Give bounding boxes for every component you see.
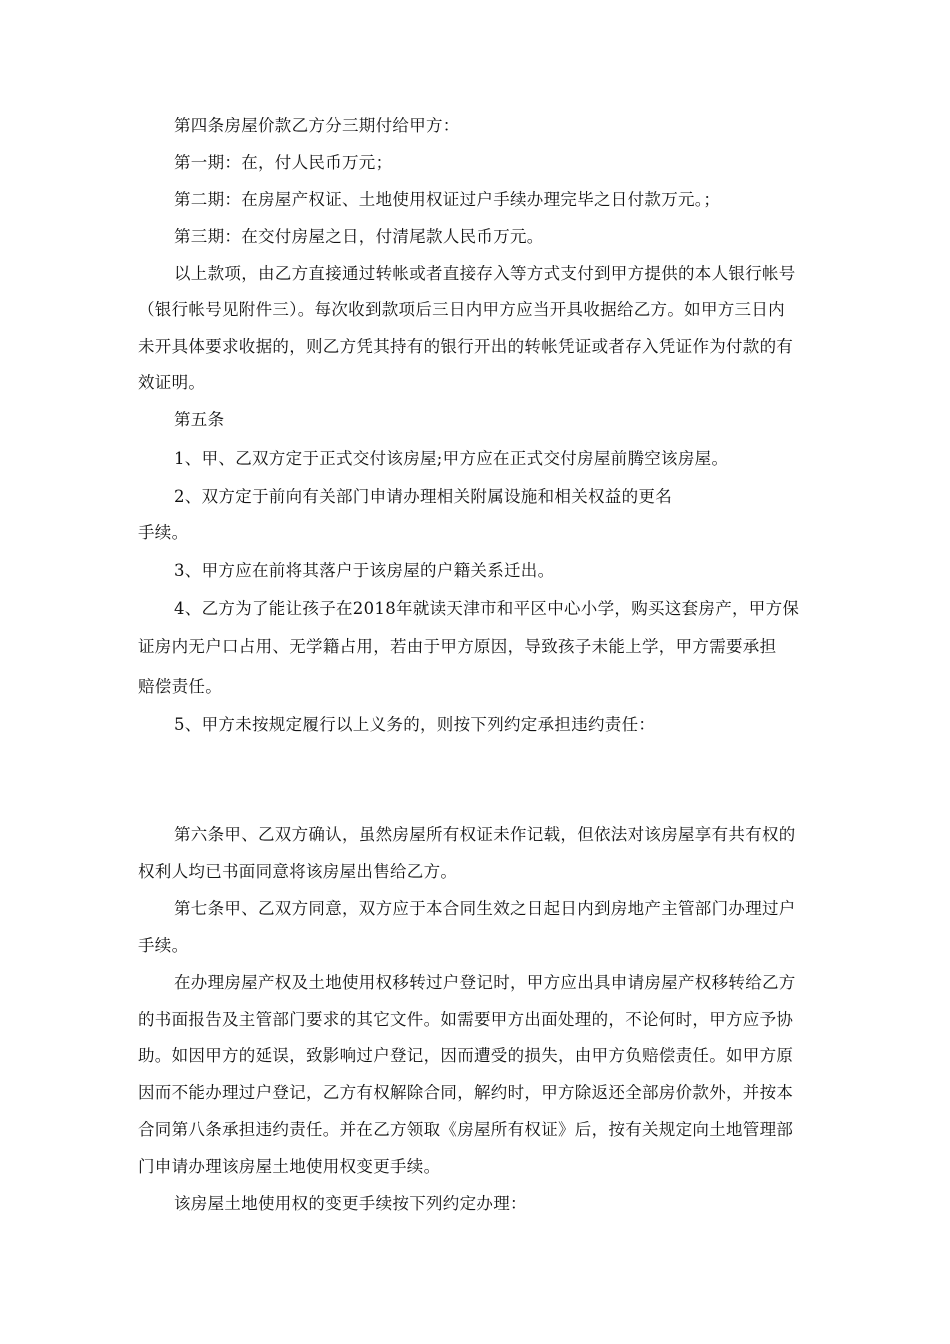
transfer-paragraph-line-3: 助。如因甲方的延误，致影响过户登记，因而遭受的损失，由甲方负赔偿责任。如甲方原 [138, 1046, 794, 1065]
payment-method-line-2: （银行帐号见附件三）。每次收到款项后三日内甲方应当开具收据给乙方。如甲方三日内 [138, 300, 785, 319]
transfer-paragraph-line-2: 的书面报告及主管部门要求的其它文件。如需要甲方出面处理的，不论何时，甲方应予协 [138, 1010, 794, 1029]
article-5-item-2-cont: 手续。 [138, 523, 189, 542]
article-6-line-1: 第六条甲、乙双方确认，虽然房屋所有权证未作记载，但依法对该房屋享有共有权的 [174, 825, 796, 844]
article-7-line-2: 手续。 [138, 936, 189, 955]
article-5-heading: 第五条 [174, 410, 225, 429]
article-5-item-2: 2、双方定于前向有关部门申请办理相关附属设施和相关权益的更名 [174, 487, 672, 506]
transfer-paragraph-line-5: 合同第八条承担违约责任。并在乙方领取《房屋所有权证》后，按有关规定向土地管理部 [138, 1120, 794, 1139]
transfer-paragraph-line-1: 在办理房屋产权及土地使用权移转过户登记时，甲方应出具申请房屋产权移转给乙方 [174, 973, 796, 992]
transfer-paragraph-line-4: 因而不能办理过户登记，乙方有权解除合同，解约时，甲方除返还全部房价款外，并按本 [138, 1083, 794, 1102]
payment-method-line-3: 未开具体要求收据的，则乙方凭其持有的银行开出的转帐凭证或者存入凭证作为付款的有 [138, 337, 794, 356]
article-5-item-3: 3、甲方应在前将其落户于该房屋的户籍关系迁出。 [174, 561, 555, 580]
payment-phase-1: 第一期：在，付人民币万元； [174, 153, 393, 172]
land-use-transfer-line: 该房屋土地使用权的变更手续按下列约定办理： [174, 1194, 527, 1213]
article-7-line-1: 第七条甲、乙双方同意，双方应于本合同生效之日起日内到房地产主管部门办理过户 [174, 899, 796, 918]
article-4-heading: 第四条房屋价款乙方分三期付给甲方： [174, 116, 460, 135]
payment-method-line-4: 效证明。 [138, 373, 206, 392]
payment-method-line-1: 以上款项，由乙方直接通过转帐或者直接存入等方式支付到甲方提供的本人银行帐号 [174, 264, 796, 283]
article-5-item-5: 5、甲方未按规定履行以上义务的，则按下列约定承担违约责任： [174, 715, 656, 734]
article-5-item-1: 1、甲、乙双方定于正式交付该房屋;甲方应在正式交付房屋前腾空该房屋。 [174, 449, 729, 468]
article-5-item-4-cont-2: 赔偿责任。 [138, 677, 222, 696]
article-5-item-4-cont-1: 证房内无户口占用、无学籍占用，若由于甲方原因，导致孩子未能上学，甲方需要承担 [138, 637, 777, 656]
article-6-line-2: 权利人均已书面同意将该房屋出售给乙方。 [138, 862, 458, 881]
article-5-item-4: 4、乙方为了能让孩子在2018年就读天津市和平区中心小学，购买这套房产，甲方保 [174, 599, 800, 618]
payment-phase-2: 第二期：在房屋产权证、土地使用权证过户手续办理完毕之日付款万元。； [174, 190, 721, 209]
transfer-paragraph-line-6: 门申请办理该房屋土地使用权变更手续。 [138, 1157, 441, 1176]
payment-phase-3: 第三期：在交付房屋之日，付清尾款人民币万元。 [174, 227, 544, 246]
